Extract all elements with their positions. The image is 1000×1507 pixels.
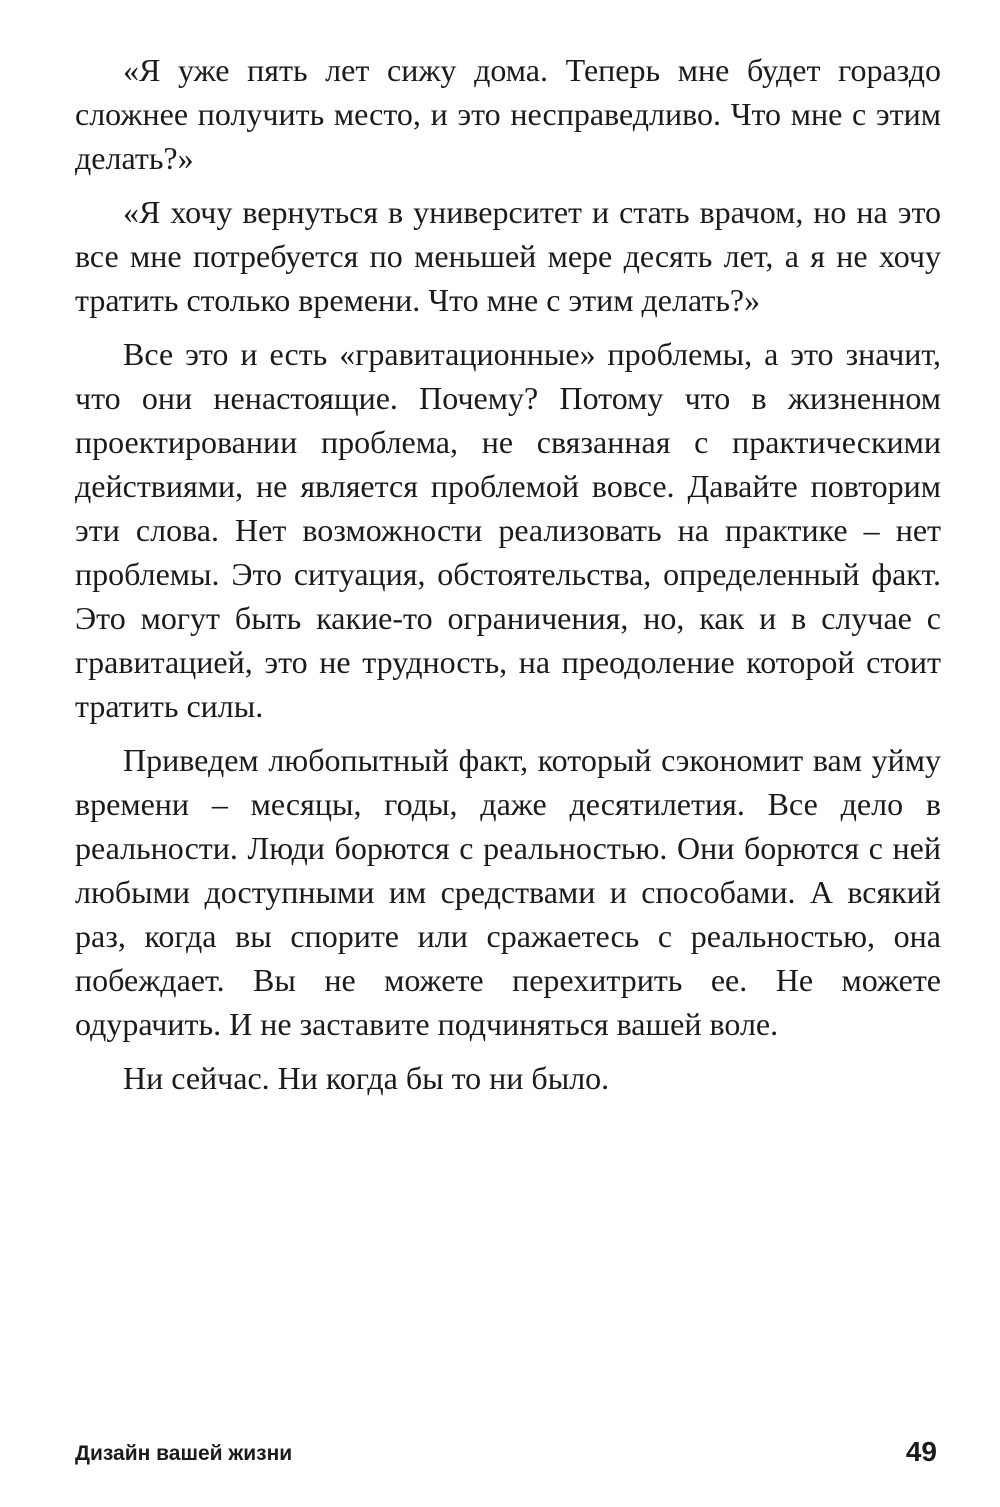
paragraph-5: Ни сейчас. Ни когда бы то ни было.	[123, 1060, 610, 1096]
page-number: 49	[905, 1436, 937, 1467]
paragraph-2: «Я хочу вернуться в университет и стать врачом, но на это все мне потребуется по меньшей мере десять лет, а я не хочу тратить столько времени. Что мне с этим делать?»	[75, 194, 941, 318]
book-title: Дизайн вашей жизни	[75, 1442, 293, 1465]
paragraph-1: «Я уже пять лет сижу дома. Теперь мне будет гораздо сложнее получить место, и это несправедливо. Что мне с этим делать?»	[75, 52, 941, 176]
paragraph-3: Все это и есть «гравитационные» проблемы, а это значит, что они ненастоящие. Почему? Потому что в жизненном проектировании проблема, не связанная с практическими действиями, не является проблемой вовсе. Давайте повторим эти слова. Нет возможности реализовать на практике – нет проблемы. Это ситуация, обстоятельства, определенный факт. Это могут быть какие-то ограничения, но, как и в случае с гравитацией, это не трудность, на преодоление которой стоит тратить силы.	[75, 336, 941, 724]
paragraph-4: Приведем любопытный факт, который сэкономит вам уйму времени – месяцы, годы, даже десятилетия. Все дело в реальности. Люди борются с реальностью. Они борются с ней любыми доступными им средствами и способами. А всякий раз, когда вы спорите или сражаетесь с реальностью, она побеждает. Вы не можете перехитрить ее. Не можете одурачить. И не заставите подчиняться вашей воле.	[75, 742, 941, 1042]
page-footer	[75, 1436, 941, 1476]
page-body	[75, 48, 941, 1100]
